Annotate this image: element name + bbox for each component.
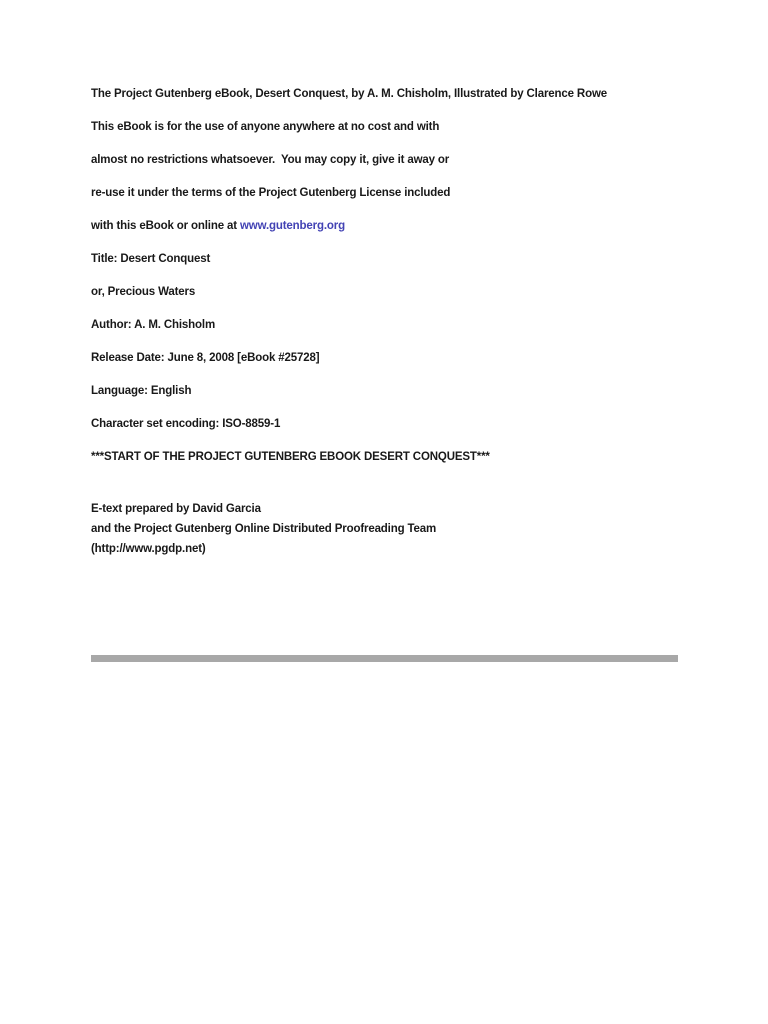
document-line: re-use it under the terms of the Project Gutenberg License included (91, 187, 451, 199)
credits-line: E-text prepared by David Garcia (91, 503, 261, 515)
document-content (91, 88, 691, 563)
document-line: or, Precious Waters (91, 286, 196, 298)
document-line: Author: A. M. Chisholm (91, 319, 216, 331)
section-divider (91, 655, 678, 662)
online-line-prefix: with this eBook or online at (91, 220, 240, 232)
gutenberg-link[interactable]: www.gutenberg.org (240, 220, 345, 232)
document-line: Release Date: June 8, 2008 [eBook #25728] (91, 352, 320, 364)
document-line: Language: English (91, 385, 192, 397)
document-line-with-link (91, 220, 691, 233)
credits-block (91, 503, 691, 556)
document-line: This eBook is for the use of anyone anywhere at no cost and with (91, 121, 440, 133)
credits-line: (http://www.pgdp.net) (91, 543, 206, 555)
credits-line: and the Project Gutenberg Online Distributed Proofreading Team (91, 523, 437, 535)
document-line: almost no restrictions whatsoever. You may copy it, give it away or (91, 154, 450, 166)
start-marker-line: ***START OF THE PROJECT GUTENBERG EBOOK DESERT CONQUEST*** (91, 451, 490, 463)
document-title-line: The Project Gutenberg eBook, Desert Conquest, by A. M. Chisholm, Illustrated by Clarence Rowe (91, 88, 607, 100)
document-line: Character set encoding: ISO-8859-1 (91, 418, 281, 430)
document-line: Title: Desert Conquest (91, 253, 211, 265)
